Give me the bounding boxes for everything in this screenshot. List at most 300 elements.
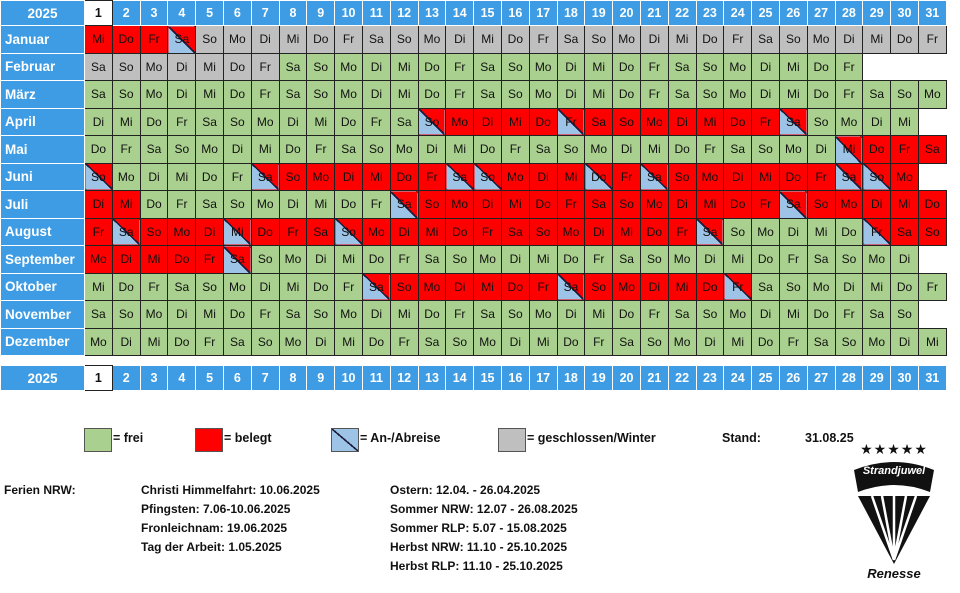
day-cell[interactable]: Mo xyxy=(85,246,113,274)
day-cell[interactable]: Do xyxy=(140,108,168,136)
day-cell[interactable]: Mi xyxy=(279,273,307,301)
day-cell[interactable]: Sa xyxy=(85,81,113,109)
day-cell[interactable]: Di xyxy=(668,108,696,136)
day-cell[interactable]: Mo xyxy=(835,108,863,136)
day-cell[interactable]: Do xyxy=(362,328,390,356)
day-cell[interactable]: Di xyxy=(529,163,557,191)
day-cell[interactable]: Mi xyxy=(779,53,807,81)
day-cell[interactable]: Sa xyxy=(390,108,418,136)
day-cell[interactable]: Mo xyxy=(335,301,363,329)
day-cell[interactable]: Do xyxy=(335,191,363,219)
day-cell[interactable]: Fr xyxy=(140,273,168,301)
day-cell[interactable]: Sa xyxy=(279,301,307,329)
day-cell[interactable]: Fr xyxy=(752,191,780,219)
day-cell[interactable]: Mo xyxy=(140,301,168,329)
day-cell[interactable]: Do xyxy=(168,246,196,274)
day-cell[interactable]: So xyxy=(390,26,418,54)
day-cell[interactable]: Do xyxy=(418,81,446,109)
day-cell[interactable]: Sa xyxy=(613,246,641,274)
day-cell[interactable]: Mi xyxy=(390,301,418,329)
day-cell[interactable]: Fr xyxy=(557,108,585,136)
day-cell[interactable]: Mi xyxy=(779,301,807,329)
day-cell[interactable]: Mi xyxy=(140,246,168,274)
day-cell[interactable]: Mi xyxy=(85,273,113,301)
day-cell[interactable]: Sa xyxy=(863,81,891,109)
day-cell[interactable]: Mo xyxy=(613,26,641,54)
day-cell[interactable]: Do xyxy=(807,301,835,329)
day-cell[interactable]: Mo xyxy=(85,328,113,356)
day-cell[interactable]: Di xyxy=(446,26,474,54)
day-cell[interactable]: Mo xyxy=(390,136,418,164)
day-cell[interactable]: So xyxy=(891,81,919,109)
day-cell[interactable]: Mi xyxy=(668,273,696,301)
day-cell[interactable]: Mi xyxy=(613,218,641,246)
day-cell[interactable]: Di xyxy=(140,163,168,191)
day-cell[interactable]: So xyxy=(640,328,668,356)
day-cell[interactable]: Mi xyxy=(307,108,335,136)
day-cell[interactable]: Sa xyxy=(807,328,835,356)
day-cell[interactable]: Do xyxy=(918,191,946,219)
day-cell[interactable]: Di xyxy=(891,246,919,274)
day-cell[interactable]: Do xyxy=(779,163,807,191)
day-cell[interactable]: Mo xyxy=(835,191,863,219)
day-cell[interactable]: So xyxy=(696,81,724,109)
day-cell[interactable]: Sa xyxy=(279,81,307,109)
day-cell[interactable]: Sa xyxy=(418,246,446,274)
day-cell[interactable]: Di xyxy=(446,273,474,301)
day-cell[interactable]: So xyxy=(501,301,529,329)
day-cell[interactable]: Fr xyxy=(724,26,752,54)
day-cell[interactable]: Mi xyxy=(85,26,113,54)
day-cell[interactable]: Mo xyxy=(418,26,446,54)
day-cell[interactable]: Do xyxy=(85,136,113,164)
day-cell[interactable]: Do xyxy=(529,191,557,219)
day-cell[interactable]: Sa xyxy=(362,26,390,54)
day-cell[interactable]: Do xyxy=(863,136,891,164)
day-cell[interactable]: Mi xyxy=(696,108,724,136)
day-cell[interactable]: Do xyxy=(668,136,696,164)
day-cell[interactable]: Di xyxy=(807,136,835,164)
day-cell[interactable]: Do xyxy=(807,81,835,109)
day-cell[interactable]: Do xyxy=(752,328,780,356)
day-cell[interactable]: Mi xyxy=(418,218,446,246)
day-cell[interactable]: Mo xyxy=(613,273,641,301)
day-cell[interactable]: Fr xyxy=(196,246,224,274)
day-cell[interactable]: Di xyxy=(752,53,780,81)
day-cell[interactable]: Mo xyxy=(724,53,752,81)
day-cell[interactable]: Mo xyxy=(807,26,835,54)
day-cell[interactable]: Mi xyxy=(196,301,224,329)
day-cell[interactable]: Fr xyxy=(529,273,557,301)
day-cell[interactable]: Do xyxy=(807,53,835,81)
day-cell[interactable]: Mo xyxy=(529,81,557,109)
day-cell[interactable]: Di xyxy=(585,218,613,246)
day-cell[interactable]: Di xyxy=(223,136,251,164)
day-cell[interactable]: Fr xyxy=(585,328,613,356)
day-cell[interactable]: Di xyxy=(335,163,363,191)
day-cell[interactable]: So xyxy=(501,53,529,81)
day-cell[interactable]: Sa xyxy=(557,26,585,54)
day-cell[interactable]: So xyxy=(168,136,196,164)
day-cell[interactable]: Mo xyxy=(529,301,557,329)
day-cell[interactable]: Mi xyxy=(696,191,724,219)
day-cell[interactable]: Di xyxy=(779,218,807,246)
day-cell[interactable]: Di xyxy=(307,328,335,356)
day-cell[interactable]: Sa xyxy=(752,26,780,54)
day-cell[interactable]: So xyxy=(362,136,390,164)
day-cell[interactable]: Di xyxy=(307,246,335,274)
day-cell[interactable]: So xyxy=(529,218,557,246)
day-cell[interactable]: Mo xyxy=(307,163,335,191)
day-cell[interactable]: Do xyxy=(696,26,724,54)
day-cell[interactable]: Mi xyxy=(752,163,780,191)
day-cell[interactable]: Fr xyxy=(279,218,307,246)
day-cell[interactable]: Fr xyxy=(807,163,835,191)
day-cell[interactable]: Sa xyxy=(807,246,835,274)
day-cell[interactable]: Sa xyxy=(474,301,502,329)
day-cell[interactable]: So xyxy=(835,246,863,274)
day-cell[interactable]: So xyxy=(807,191,835,219)
day-cell[interactable]: Sa xyxy=(223,328,251,356)
day-cell[interactable]: So xyxy=(251,328,279,356)
day-cell[interactable]: Sa xyxy=(779,191,807,219)
day-cell[interactable]: So xyxy=(307,301,335,329)
day-cell[interactable]: Di xyxy=(390,218,418,246)
day-cell[interactable]: So xyxy=(613,191,641,219)
day-cell[interactable]: Sa xyxy=(112,218,140,246)
day-cell[interactable]: Do xyxy=(446,218,474,246)
day-cell[interactable]: Do xyxy=(891,273,919,301)
day-cell[interactable]: So xyxy=(85,163,113,191)
day-cell[interactable]: Fr xyxy=(640,53,668,81)
day-cell[interactable]: Mo xyxy=(557,218,585,246)
day-cell[interactable]: Fr xyxy=(362,191,390,219)
day-cell[interactable]: Mi xyxy=(501,108,529,136)
day-cell[interactable]: Fr xyxy=(168,191,196,219)
day-cell[interactable]: Mo xyxy=(529,53,557,81)
day-cell[interactable]: Fr xyxy=(891,136,919,164)
day-cell[interactable]: So xyxy=(390,273,418,301)
day-cell[interactable]: Di xyxy=(696,328,724,356)
day-cell[interactable]: Mi xyxy=(891,191,919,219)
day-cell[interactable]: Mo xyxy=(501,163,529,191)
day-cell[interactable]: So xyxy=(585,273,613,301)
day-cell[interactable]: So xyxy=(279,163,307,191)
day-cell[interactable]: Di xyxy=(85,191,113,219)
day-cell[interactable]: Di xyxy=(474,191,502,219)
day-cell[interactable]: Di xyxy=(85,108,113,136)
day-cell[interactable]: Do xyxy=(613,53,641,81)
day-cell[interactable]: Fr xyxy=(640,81,668,109)
day-cell[interactable]: So xyxy=(112,53,140,81)
day-cell[interactable]: Mo xyxy=(863,328,891,356)
day-cell[interactable]: Fr xyxy=(779,246,807,274)
day-cell[interactable]: Sa xyxy=(223,246,251,274)
day-cell[interactable]: Sa xyxy=(474,53,502,81)
day-cell[interactable]: Mi xyxy=(112,108,140,136)
day-cell[interactable]: Sa xyxy=(474,81,502,109)
day-cell[interactable]: Di xyxy=(474,108,502,136)
day-cell[interactable]: Mi xyxy=(863,273,891,301)
day-cell[interactable]: Fr xyxy=(140,26,168,54)
day-cell[interactable]: Sa xyxy=(585,108,613,136)
day-cell[interactable]: Fr xyxy=(640,301,668,329)
day-cell[interactable]: Fr xyxy=(223,163,251,191)
day-cell[interactable]: Sa xyxy=(418,328,446,356)
day-cell[interactable]: Do xyxy=(223,53,251,81)
day-cell[interactable]: Mo xyxy=(140,53,168,81)
day-cell[interactable]: Sa xyxy=(390,191,418,219)
day-cell[interactable]: Mi xyxy=(640,136,668,164)
day-cell[interactable]: Mo xyxy=(196,136,224,164)
day-cell[interactable]: Fr xyxy=(529,26,557,54)
day-cell[interactable]: Do xyxy=(307,273,335,301)
day-cell[interactable]: So xyxy=(446,246,474,274)
day-cell[interactable]: Mi xyxy=(529,328,557,356)
day-cell[interactable]: Sa xyxy=(863,301,891,329)
day-cell[interactable]: Sa xyxy=(362,273,390,301)
day-cell[interactable]: Do xyxy=(557,328,585,356)
day-cell[interactable]: Sa xyxy=(307,218,335,246)
day-cell[interactable]: Mi xyxy=(335,246,363,274)
day-cell[interactable]: Do xyxy=(529,108,557,136)
day-cell[interactable]: Fr xyxy=(196,328,224,356)
day-cell[interactable]: Mi xyxy=(585,301,613,329)
day-cell[interactable]: Di xyxy=(557,301,585,329)
day-cell[interactable]: So xyxy=(696,301,724,329)
day-cell[interactable]: Fr xyxy=(251,81,279,109)
day-cell[interactable]: Mi xyxy=(501,191,529,219)
day-cell[interactable]: Di xyxy=(640,26,668,54)
day-cell[interactable]: Di xyxy=(501,328,529,356)
day-cell[interactable]: Mo xyxy=(585,136,613,164)
day-cell[interactable]: Do xyxy=(501,26,529,54)
day-cell[interactable]: Di xyxy=(863,108,891,136)
day-cell[interactable]: Fr xyxy=(835,81,863,109)
day-cell[interactable]: Do xyxy=(362,246,390,274)
day-cell[interactable]: Di xyxy=(891,328,919,356)
day-cell[interactable]: Di xyxy=(168,301,196,329)
day-cell[interactable]: So xyxy=(752,136,780,164)
day-cell[interactable]: Do xyxy=(223,301,251,329)
day-cell[interactable]: Fr xyxy=(335,273,363,301)
day-cell[interactable]: Fr xyxy=(835,53,863,81)
day-cell[interactable]: So xyxy=(613,108,641,136)
day-cell[interactable]: Mo xyxy=(724,81,752,109)
day-cell[interactable]: So xyxy=(501,81,529,109)
day-cell[interactable]: Sa xyxy=(140,136,168,164)
day-cell[interactable]: Di xyxy=(557,81,585,109)
day-cell[interactable]: Sa xyxy=(585,191,613,219)
day-cell[interactable]: Mi xyxy=(863,26,891,54)
day-cell[interactable]: Mo xyxy=(140,81,168,109)
day-cell[interactable]: Do xyxy=(724,191,752,219)
day-cell[interactable]: Mi xyxy=(529,246,557,274)
day-cell[interactable]: Di xyxy=(362,81,390,109)
day-cell[interactable]: Mi xyxy=(474,273,502,301)
day-cell[interactable]: Di xyxy=(362,53,390,81)
day-cell[interactable]: Mo xyxy=(918,81,946,109)
day-cell[interactable]: Sa xyxy=(835,163,863,191)
day-cell[interactable]: Mi xyxy=(307,191,335,219)
day-cell[interactable]: Mo xyxy=(891,163,919,191)
day-cell[interactable]: Do xyxy=(891,26,919,54)
day-cell[interactable]: Do xyxy=(501,273,529,301)
day-cell[interactable]: So xyxy=(640,246,668,274)
day-cell[interactable]: So xyxy=(307,81,335,109)
day-cell[interactable]: Fr xyxy=(918,26,946,54)
day-cell[interactable]: Sa xyxy=(85,53,113,81)
day-cell[interactable]: So xyxy=(446,328,474,356)
day-cell[interactable]: Do xyxy=(474,136,502,164)
day-cell[interactable]: Di xyxy=(362,301,390,329)
day-cell[interactable]: Mo xyxy=(335,53,363,81)
day-cell[interactable]: Sa xyxy=(557,273,585,301)
day-cell[interactable]: Fr xyxy=(390,246,418,274)
day-cell[interactable]: Mo xyxy=(418,273,446,301)
day-cell[interactable]: Sa xyxy=(752,273,780,301)
day-cell[interactable]: Sa xyxy=(918,136,946,164)
day-cell[interactable]: Sa xyxy=(668,81,696,109)
day-cell[interactable]: So xyxy=(140,218,168,246)
day-cell[interactable]: Fr xyxy=(696,136,724,164)
day-cell[interactable]: So xyxy=(557,136,585,164)
day-cell[interactable]: Sa xyxy=(279,53,307,81)
day-cell[interactable]: Mo xyxy=(779,136,807,164)
day-cell[interactable]: So xyxy=(223,108,251,136)
day-cell[interactable]: Do xyxy=(613,301,641,329)
day-cell[interactable]: Do xyxy=(196,163,224,191)
day-cell[interactable]: So xyxy=(891,301,919,329)
day-cell[interactable]: Mo xyxy=(223,273,251,301)
day-cell[interactable]: Do xyxy=(835,218,863,246)
day-cell[interactable]: Sa xyxy=(696,218,724,246)
day-cell[interactable]: Sa xyxy=(668,53,696,81)
day-cell[interactable]: Do xyxy=(112,26,140,54)
day-cell[interactable]: Fr xyxy=(168,108,196,136)
day-cell[interactable]: So xyxy=(668,163,696,191)
day-cell[interactable]: So xyxy=(779,26,807,54)
day-cell[interactable]: Mi xyxy=(168,163,196,191)
day-cell[interactable]: Mo xyxy=(335,81,363,109)
day-cell[interactable]: So xyxy=(724,218,752,246)
day-cell[interactable]: Mo xyxy=(474,328,502,356)
day-cell[interactable]: Sa xyxy=(168,273,196,301)
day-cell[interactable]: So xyxy=(223,191,251,219)
day-cell[interactable]: So xyxy=(196,26,224,54)
day-cell[interactable]: Mi xyxy=(474,26,502,54)
day-cell[interactable]: So xyxy=(418,108,446,136)
day-cell[interactable]: Do xyxy=(112,273,140,301)
day-cell[interactable]: Sa xyxy=(640,163,668,191)
day-cell[interactable]: Sa xyxy=(668,301,696,329)
day-cell[interactable]: Do xyxy=(557,246,585,274)
day-cell[interactable]: Di xyxy=(501,246,529,274)
day-cell[interactable]: Di xyxy=(640,273,668,301)
day-cell[interactable]: So xyxy=(696,53,724,81)
day-cell[interactable]: Fr xyxy=(446,301,474,329)
day-cell[interactable]: Sa xyxy=(85,301,113,329)
day-cell[interactable]: Mi xyxy=(140,328,168,356)
day-cell[interactable]: Mo xyxy=(446,108,474,136)
day-cell[interactable]: Di xyxy=(168,53,196,81)
day-cell[interactable]: Mi xyxy=(891,108,919,136)
day-cell[interactable]: Mo xyxy=(168,218,196,246)
day-cell[interactable]: Sa xyxy=(501,218,529,246)
day-cell[interactable]: So xyxy=(112,81,140,109)
day-cell[interactable]: Fr xyxy=(918,273,946,301)
day-cell[interactable]: Mo xyxy=(279,328,307,356)
day-cell[interactable]: Fr xyxy=(585,246,613,274)
day-cell[interactable]: Mi xyxy=(918,328,946,356)
day-cell[interactable]: Mi xyxy=(390,81,418,109)
day-cell[interactable]: Do xyxy=(585,163,613,191)
day-cell[interactable]: Do xyxy=(640,218,668,246)
day-cell[interactable]: Mi xyxy=(724,328,752,356)
day-cell[interactable]: Fr xyxy=(557,191,585,219)
day-cell[interactable]: Do xyxy=(418,301,446,329)
day-cell[interactable]: Mo xyxy=(807,273,835,301)
day-cell[interactable]: So xyxy=(863,163,891,191)
day-cell[interactable]: Fr xyxy=(446,81,474,109)
day-cell[interactable]: So xyxy=(112,301,140,329)
day-cell[interactable]: Do xyxy=(140,191,168,219)
day-cell[interactable]: Mi xyxy=(223,218,251,246)
day-cell[interactable]: Mi xyxy=(112,191,140,219)
day-cell[interactable]: Mo xyxy=(279,246,307,274)
day-cell[interactable]: Do xyxy=(223,81,251,109)
day-cell[interactable]: Di xyxy=(251,273,279,301)
day-cell[interactable]: Fr xyxy=(613,163,641,191)
day-cell[interactable]: Di xyxy=(613,136,641,164)
day-cell[interactable]: Mo xyxy=(112,163,140,191)
day-cell[interactable]: Fr xyxy=(335,26,363,54)
day-cell[interactable]: Di xyxy=(696,246,724,274)
day-cell[interactable]: Mi xyxy=(585,53,613,81)
day-cell[interactable]: Mo xyxy=(724,301,752,329)
day-cell[interactable]: Do xyxy=(251,218,279,246)
day-cell[interactable]: Mo xyxy=(668,328,696,356)
day-cell[interactable]: Mo xyxy=(640,108,668,136)
day-cell[interactable]: Fr xyxy=(251,301,279,329)
day-cell[interactable]: Sa xyxy=(446,163,474,191)
day-cell[interactable]: Do xyxy=(279,136,307,164)
day-cell[interactable]: Fr xyxy=(835,301,863,329)
day-cell[interactable]: Sa xyxy=(251,163,279,191)
day-cell[interactable]: Mi xyxy=(668,26,696,54)
day-cell[interactable]: Mi xyxy=(835,136,863,164)
day-cell[interactable]: Sa xyxy=(613,328,641,356)
day-cell[interactable]: So xyxy=(585,26,613,54)
day-cell[interactable]: Mi xyxy=(557,163,585,191)
day-cell[interactable]: Do xyxy=(390,163,418,191)
day-cell[interactable]: Mo xyxy=(362,218,390,246)
day-cell[interactable]: So xyxy=(196,273,224,301)
day-cell[interactable]: Sa xyxy=(335,136,363,164)
day-cell[interactable]: Fr xyxy=(362,108,390,136)
day-cell[interactable]: Fr xyxy=(112,136,140,164)
day-cell[interactable]: Di xyxy=(724,163,752,191)
day-cell[interactable]: So xyxy=(779,273,807,301)
day-cell[interactable]: Mi xyxy=(446,136,474,164)
day-cell[interactable]: So xyxy=(335,218,363,246)
day-cell[interactable]: Sa xyxy=(168,26,196,54)
day-cell[interactable]: Fr xyxy=(390,328,418,356)
day-cell[interactable]: Sa xyxy=(196,191,224,219)
day-cell[interactable]: Mi xyxy=(279,26,307,54)
day-cell[interactable]: Mo xyxy=(446,191,474,219)
day-cell[interactable]: Di xyxy=(557,53,585,81)
